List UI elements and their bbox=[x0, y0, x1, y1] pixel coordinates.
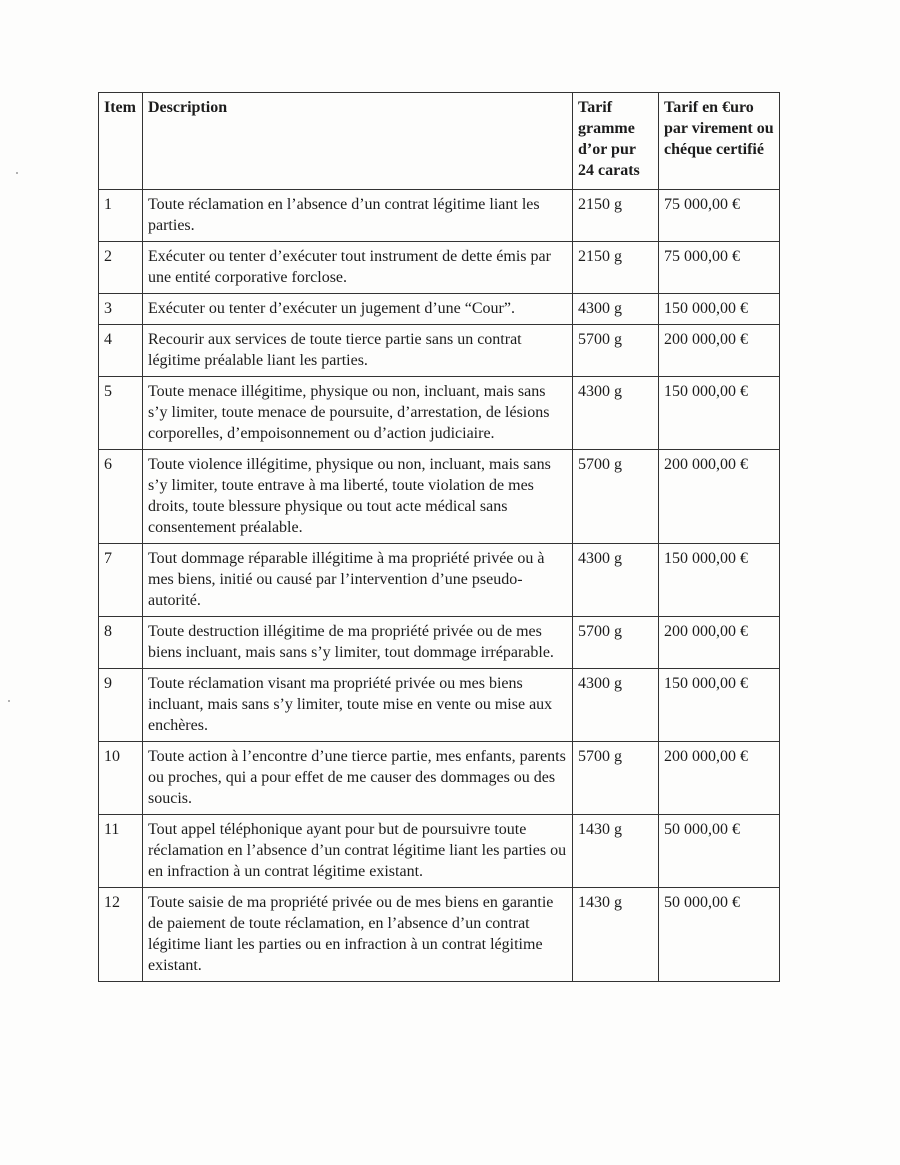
table-body bbox=[99, 190, 780, 982]
table-row bbox=[99, 544, 780, 617]
scan-speck bbox=[8, 700, 10, 702]
item-description: Tout appel téléphonique ayant pour but de poursuivre toute réclamation en l’absence d’un contrat légitime liant les parties ou en infraction à un contrat légitime existant. bbox=[143, 815, 573, 888]
header-euro-rate: Tarif en €uro par virement ou chéque certifié bbox=[659, 93, 780, 190]
gold-rate: 4300 g bbox=[573, 669, 659, 742]
item-number: 7 bbox=[99, 544, 143, 617]
item-number: 2 bbox=[99, 242, 143, 294]
fee-schedule-table bbox=[98, 92, 780, 982]
gold-rate: 2150 g bbox=[573, 242, 659, 294]
header-description: Description bbox=[143, 93, 573, 190]
euro-rate: 75 000,00 € bbox=[659, 190, 780, 242]
item-description: Tout dommage réparable illégitime à ma propriété privée ou à mes biens, initié ou causé par l’intervention d’une pseudo-autorité. bbox=[143, 544, 573, 617]
table-row bbox=[99, 669, 780, 742]
table-row bbox=[99, 888, 780, 982]
euro-rate: 150 000,00 € bbox=[659, 377, 780, 450]
item-description: Recourir aux services de toute tierce partie sans un contrat légitime préalable liant les parties. bbox=[143, 325, 573, 377]
gold-rate: 1430 g bbox=[573, 888, 659, 982]
item-number: 10 bbox=[99, 742, 143, 815]
item-number: 4 bbox=[99, 325, 143, 377]
item-description: Exécuter ou tenter d’exécuter tout instrument de dette émis par une entité corporative forclose. bbox=[143, 242, 573, 294]
table-row bbox=[99, 815, 780, 888]
euro-rate: 150 000,00 € bbox=[659, 294, 780, 325]
item-description: Toute menace illégitime, physique ou non, incluant, mais sans s’y limiter, toute menace de poursuite, d’arrestation, de lésions corporelles, d’empoisonnement ou d’action judiciaire. bbox=[143, 377, 573, 450]
gold-rate: 4300 g bbox=[573, 544, 659, 617]
euro-rate: 200 000,00 € bbox=[659, 450, 780, 544]
gold-rate: 5700 g bbox=[573, 450, 659, 544]
table-row bbox=[99, 242, 780, 294]
table-row bbox=[99, 377, 780, 450]
euro-rate: 50 000,00 € bbox=[659, 888, 780, 982]
euro-rate: 150 000,00 € bbox=[659, 669, 780, 742]
euro-rate: 150 000,00 € bbox=[659, 544, 780, 617]
item-number: 9 bbox=[99, 669, 143, 742]
item-number: 8 bbox=[99, 617, 143, 669]
item-description: Toute violence illégitime, physique ou non, incluant, mais sans s’y limiter, toute entrave à ma liberté, toute violation de mes droits, toute blessure physique ou tout acte médical sans consentement préalable. bbox=[143, 450, 573, 544]
item-description: Toute réclamation en l’absence d’un contrat légitime liant les parties. bbox=[143, 190, 573, 242]
item-number: 6 bbox=[99, 450, 143, 544]
gold-rate: 4300 g bbox=[573, 377, 659, 450]
scan-speck bbox=[16, 172, 18, 174]
table-row bbox=[99, 294, 780, 325]
item-description: Toute destruction illégitime de ma propriété privée ou de mes biens incluant, mais sans s’y limiter, tout dommage irréparable. bbox=[143, 617, 573, 669]
item-number: 3 bbox=[99, 294, 143, 325]
item-description: Exécuter ou tenter d’exécuter un jugement d’une “Cour”. bbox=[143, 294, 573, 325]
euro-rate: 200 000,00 € bbox=[659, 617, 780, 669]
euro-rate: 200 000,00 € bbox=[659, 325, 780, 377]
table-row bbox=[99, 450, 780, 544]
euro-rate: 50 000,00 € bbox=[659, 815, 780, 888]
item-number: 12 bbox=[99, 888, 143, 982]
item-description: Toute saisie de ma propriété privée ou de mes biens en garantie de paiement de toute réclamation, en l’absence d’un contrat légitime liant les parties ou en infraction à un contrat légitime existant. bbox=[143, 888, 573, 982]
header-item: Item bbox=[99, 93, 143, 190]
euro-rate: 75 000,00 € bbox=[659, 242, 780, 294]
item-description: Toute action à l’encontre d’une tierce partie, mes enfants, parents ou proches, qui a pour effet de me causer des dommages ou des soucis. bbox=[143, 742, 573, 815]
gold-rate: 5700 g bbox=[573, 742, 659, 815]
item-number: 1 bbox=[99, 190, 143, 242]
gold-rate: 4300 g bbox=[573, 294, 659, 325]
item-number: 5 bbox=[99, 377, 143, 450]
table-row bbox=[99, 190, 780, 242]
table-row bbox=[99, 325, 780, 377]
euro-rate: 200 000,00 € bbox=[659, 742, 780, 815]
table-row bbox=[99, 617, 780, 669]
gold-rate: 2150 g bbox=[573, 190, 659, 242]
item-description: Toute réclamation visant ma propriété privée ou mes biens incluant, mais sans s’y limiter, toute mise en vente ou mise aux enchères. bbox=[143, 669, 573, 742]
table-header-row bbox=[99, 93, 780, 190]
gold-rate: 1430 g bbox=[573, 815, 659, 888]
header-gold-rate: Tarif gramme d’or pur 24 carats bbox=[573, 93, 659, 190]
gold-rate: 5700 g bbox=[573, 325, 659, 377]
item-number: 11 bbox=[99, 815, 143, 888]
table-row bbox=[99, 742, 780, 815]
gold-rate: 5700 g bbox=[573, 617, 659, 669]
